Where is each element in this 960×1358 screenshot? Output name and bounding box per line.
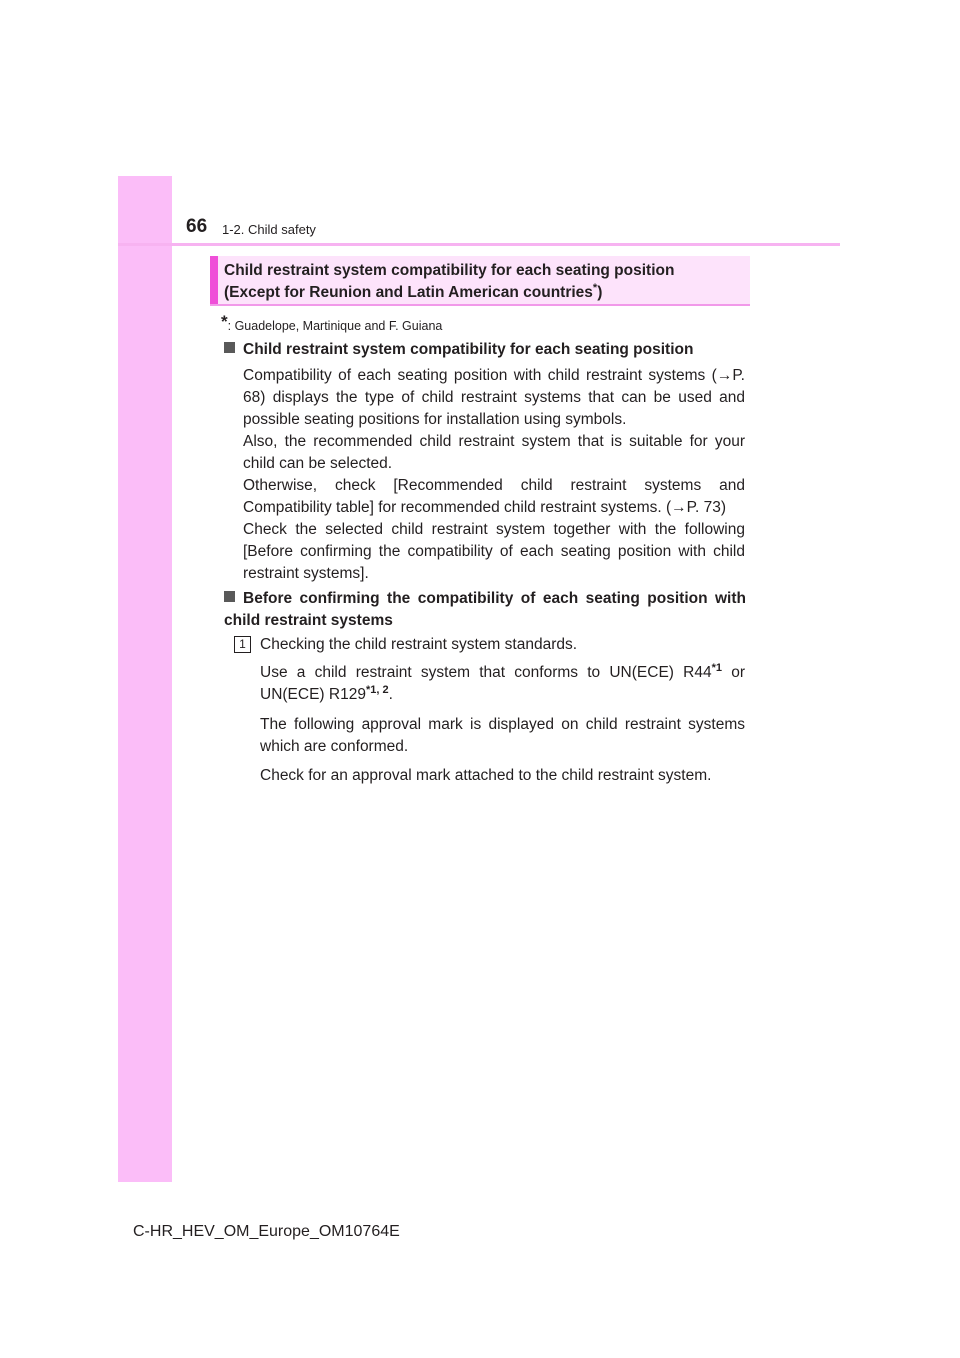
section2-heading-text: Before confirming the compatibility of each seating position with child restraint systems	[224, 590, 746, 629]
title-star: *	[592, 281, 598, 294]
standard-text-b: or UN(ECE) R129	[260, 664, 745, 703]
section1-paragraph1: Compatibility of each seating position with child restraint systems (→P. 68) displays the type of child restraint systems that can be used and possible seating positions for installation using symbols.	[243, 367, 745, 428]
approval-paragraph: The following approval mark is displayed on child restraint systems which are conformed.	[260, 716, 745, 755]
check-paragraph: Check for an approval mark attached to the child restraint system.	[260, 767, 712, 784]
bullet-square-icon	[224, 591, 235, 602]
standard-paragraph	[260, 662, 745, 706]
standard-sup-b: *1, 2	[365, 683, 389, 696]
standard-text-a: Use a child restraint system that conforms to UN(ECE) R44	[260, 664, 712, 681]
section1-paragraph2: Also, the recommended child restraint system that is suitable for your child can be selected.	[243, 433, 745, 472]
page-number: 66	[186, 216, 208, 237]
step1-text: Checking the child restraint system standards.	[260, 636, 578, 653]
title-line1: Child restraint system compatibility for each seating position	[224, 262, 675, 279]
document-id-footer: C-HR_HEV_OM_Europe_OM10764E	[133, 1223, 400, 1240]
section-title-box	[210, 256, 750, 306]
section1-heading-text: Child restraint system compatibility for each seating position	[243, 341, 694, 358]
footnote-text: : Guadelope, Martinique and F. Guiana	[227, 319, 443, 333]
title-accent-bar	[210, 256, 218, 304]
section-title	[224, 260, 742, 304]
footnote	[221, 312, 442, 333]
header-rule	[118, 243, 840, 246]
footnote-star: *	[221, 312, 228, 331]
standard-text-c: .	[388, 686, 393, 703]
section2-heading	[224, 588, 746, 632]
bullet-square-icon	[224, 342, 235, 353]
section-label: 1-2. Child safety	[222, 222, 316, 237]
section1-heading	[224, 339, 746, 361]
standard-sup-a: *1	[711, 661, 722, 674]
side-color-band	[118, 176, 172, 1182]
title-line2-end: )	[597, 284, 603, 301]
step-number-box: 1	[234, 636, 251, 653]
section1-paragraph3: Otherwise, check [Recommended child restraint systems and Compatibility table] for recommended child restraint systems. (→P. 73)	[243, 477, 745, 516]
title-line2: (Except for Reunion and Latin American countries	[224, 284, 593, 301]
section1-paragraph4: Check the selected child restraint system together with the following [Before confirming the compatibility of each seating position with child restraint systems].	[243, 521, 745, 582]
